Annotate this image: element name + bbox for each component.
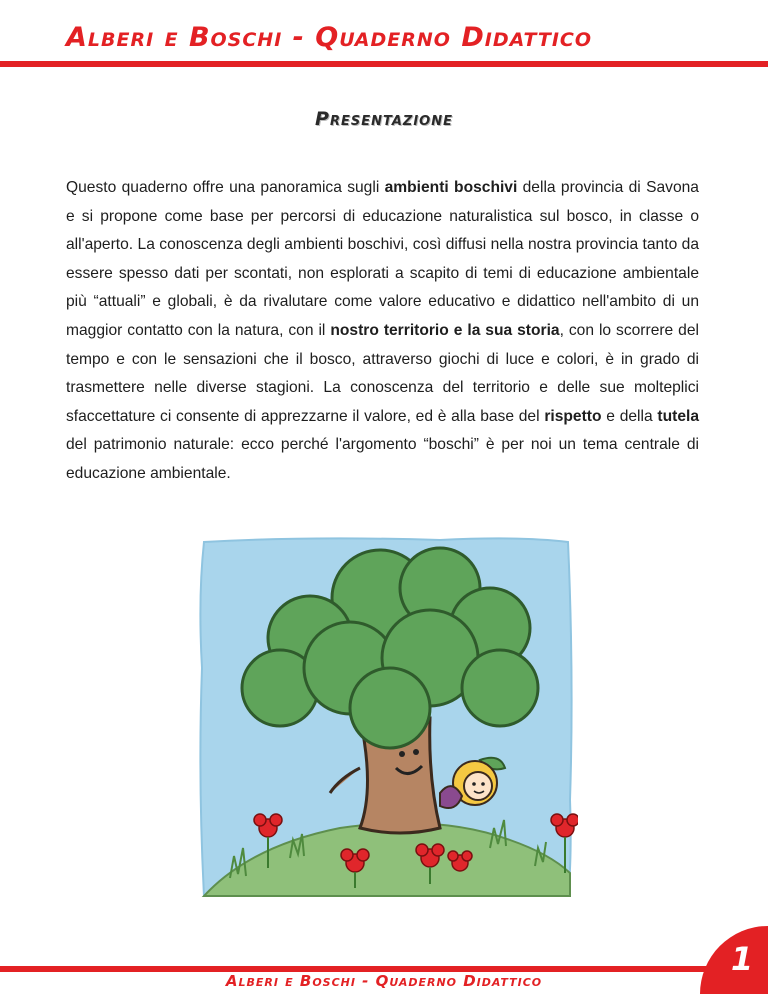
presentation-paragraph	[66, 174, 699, 489]
bold-text: rispetto	[544, 407, 602, 425]
page-number: 1	[730, 940, 754, 978]
header-title: Alberi e Boschi - Quaderno Didattico	[66, 22, 593, 53]
footer-title: Alberi e Boschi - Quaderno Didattico	[225, 972, 543, 990]
text-segment: , con lo scorrere del tempo e con le sensazioni che il bosco, attraverso giochi di luce e colori, è in grado di trasmettere nelle diverse stagioni. La conoscenza del territorio e delle sue molteplici sfaccettature ci consente di apprezzarne il valore, ed è alla base del	[66, 321, 699, 425]
bold-text: tutela	[657, 407, 699, 425]
bold-text: nostro territorio e la sua storia	[330, 321, 560, 339]
text-segment: del patrimonio naturale: ecco perché l'argomento “boschi” è per noi un tema centrale di educazione ambientale.	[66, 436, 699, 482]
tree-with-child-icon	[190, 528, 578, 908]
header-rule	[0, 61, 768, 67]
text-segment: della provincia di Savona e si propone come base per percorsi di educazione naturalistica sul bosco, in classe o all'aperto. La conoscenza degli ambienti boschivi, così diffusi nella nostra provincia tanto da essere spesso dati per scontati, non esplorati a scapito di temi di educazione ambientale più “attuali” e globali, è da rivalutare come valore educativo e didattico nell'ambito di un maggior contatto con la natura, con il	[66, 179, 699, 339]
text-segment: e della	[601, 407, 658, 425]
section-title: Presentazione	[315, 108, 453, 130]
text-segment: Questo quaderno offre una panoramica sugli	[66, 179, 385, 196]
bold-text: ambienti boschivi	[384, 179, 518, 196]
